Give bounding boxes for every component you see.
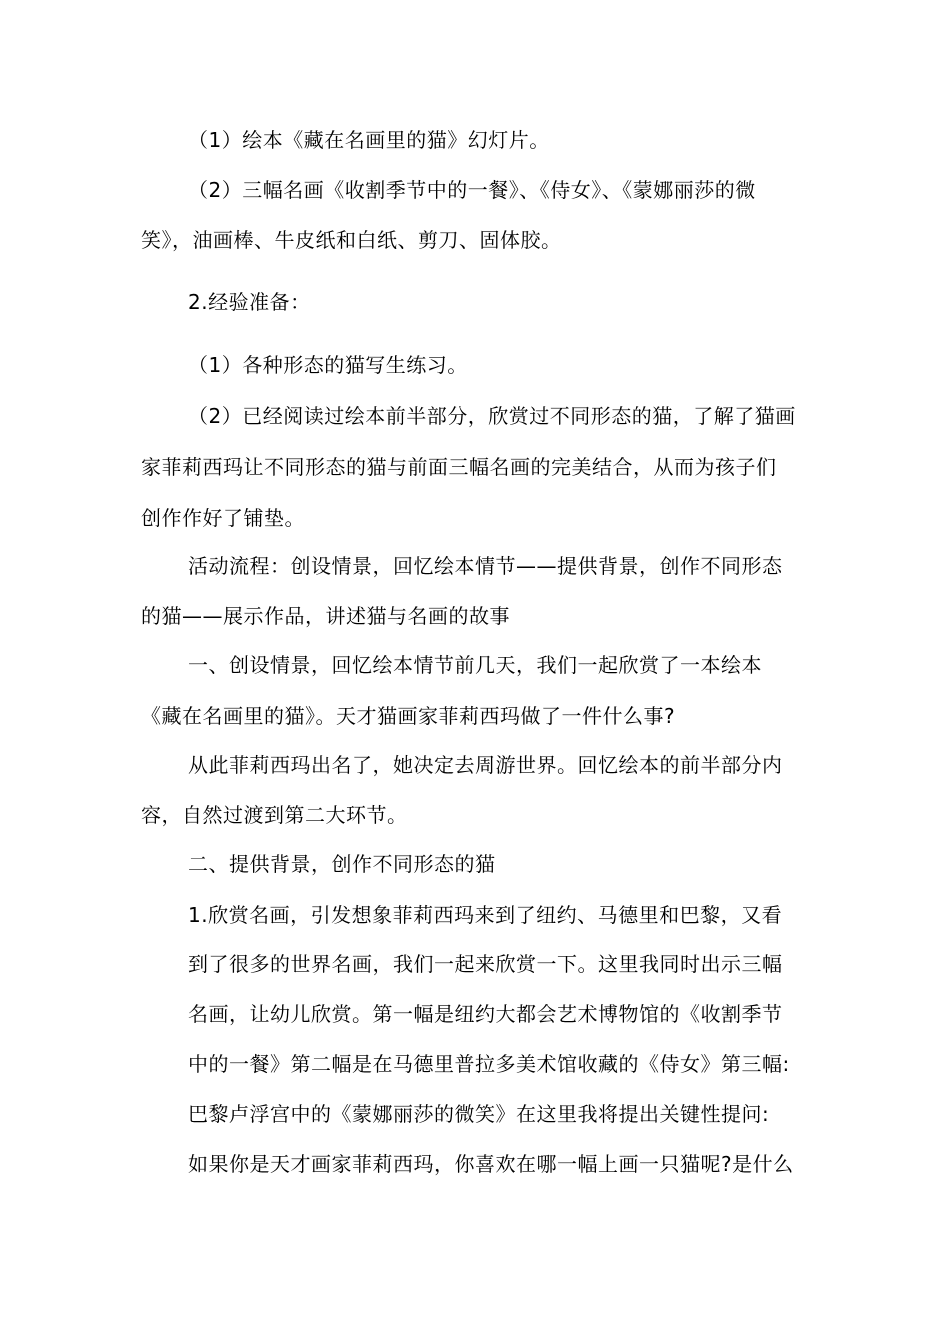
text-line: 容，自然过渡到第二大环节。 [141, 803, 408, 827]
text-line: （2）三幅名画《收割季节中的一餐》、《侍女》、《蒙娜丽莎的微 [188, 178, 756, 202]
text-line: 巴黎卢浮宫中的《蒙娜丽莎的微笑》在这里我将提出关键性提问: [188, 1102, 770, 1126]
text-line: 名画，让幼儿欣赏。第一幅是纽约大都会艺术博物馆的《收割季节 [188, 1002, 783, 1026]
text-line: 的猫——展示作品，讲述猫与名画的故事 [141, 604, 510, 628]
text-line: 从此菲莉西玛出名了，她决定去周游世界。回忆绘本的前半部分内 [188, 753, 783, 777]
text-line: （1）绘本《藏在名画里的猫》幻灯片。 [188, 128, 550, 152]
text-line: 到了很多的世界名画，我们一起来欣赏一下。这里我同时出示三幅 [188, 952, 783, 976]
section-heading: 2.经验准备： [188, 290, 311, 314]
text-line: 如果你是天才画家菲莉西玛，你喜欢在哪一幅上画一只猫呢?是什么 [188, 1152, 794, 1176]
text-line: 1.欣赏名画，引发想象菲莉西玛来到了纽约、马德里和巴黎，又看 [188, 903, 783, 927]
text-line: 创作作好了铺垫。 [141, 506, 305, 530]
text-line: 中的一餐》第二幅是在马德里普拉多美术馆收藏的《侍女》第三幅: [188, 1052, 790, 1076]
text-line: （1）各种形态的猫写生练习。 [188, 353, 468, 377]
text-line: 笑》，油画棒、牛皮纸和白纸、剪刀、固体胶。 [141, 228, 562, 252]
text-line: 一、创设情景，回忆绘本情节前几天，我们一起欣赏了一本绘本 [188, 653, 762, 677]
section-heading: 二、提供背景，创作不同形态的猫 [188, 852, 496, 876]
text-line: （2）已经阅读过绘本前半部分，欣赏过不同形态的猫，了解了猫画 [188, 404, 796, 428]
text-line: 《藏在名画里的猫》。天才猫画家菲莉西玛做了一件什么事? [141, 704, 676, 728]
text-line: 活动流程：创设情景，回忆绘本情节——提供背景，创作不同形态 [188, 554, 783, 578]
text-line: 家菲莉西玛让不同形态的猫与前面三幅名画的完美结合，从而为孩子们 [141, 455, 777, 479]
